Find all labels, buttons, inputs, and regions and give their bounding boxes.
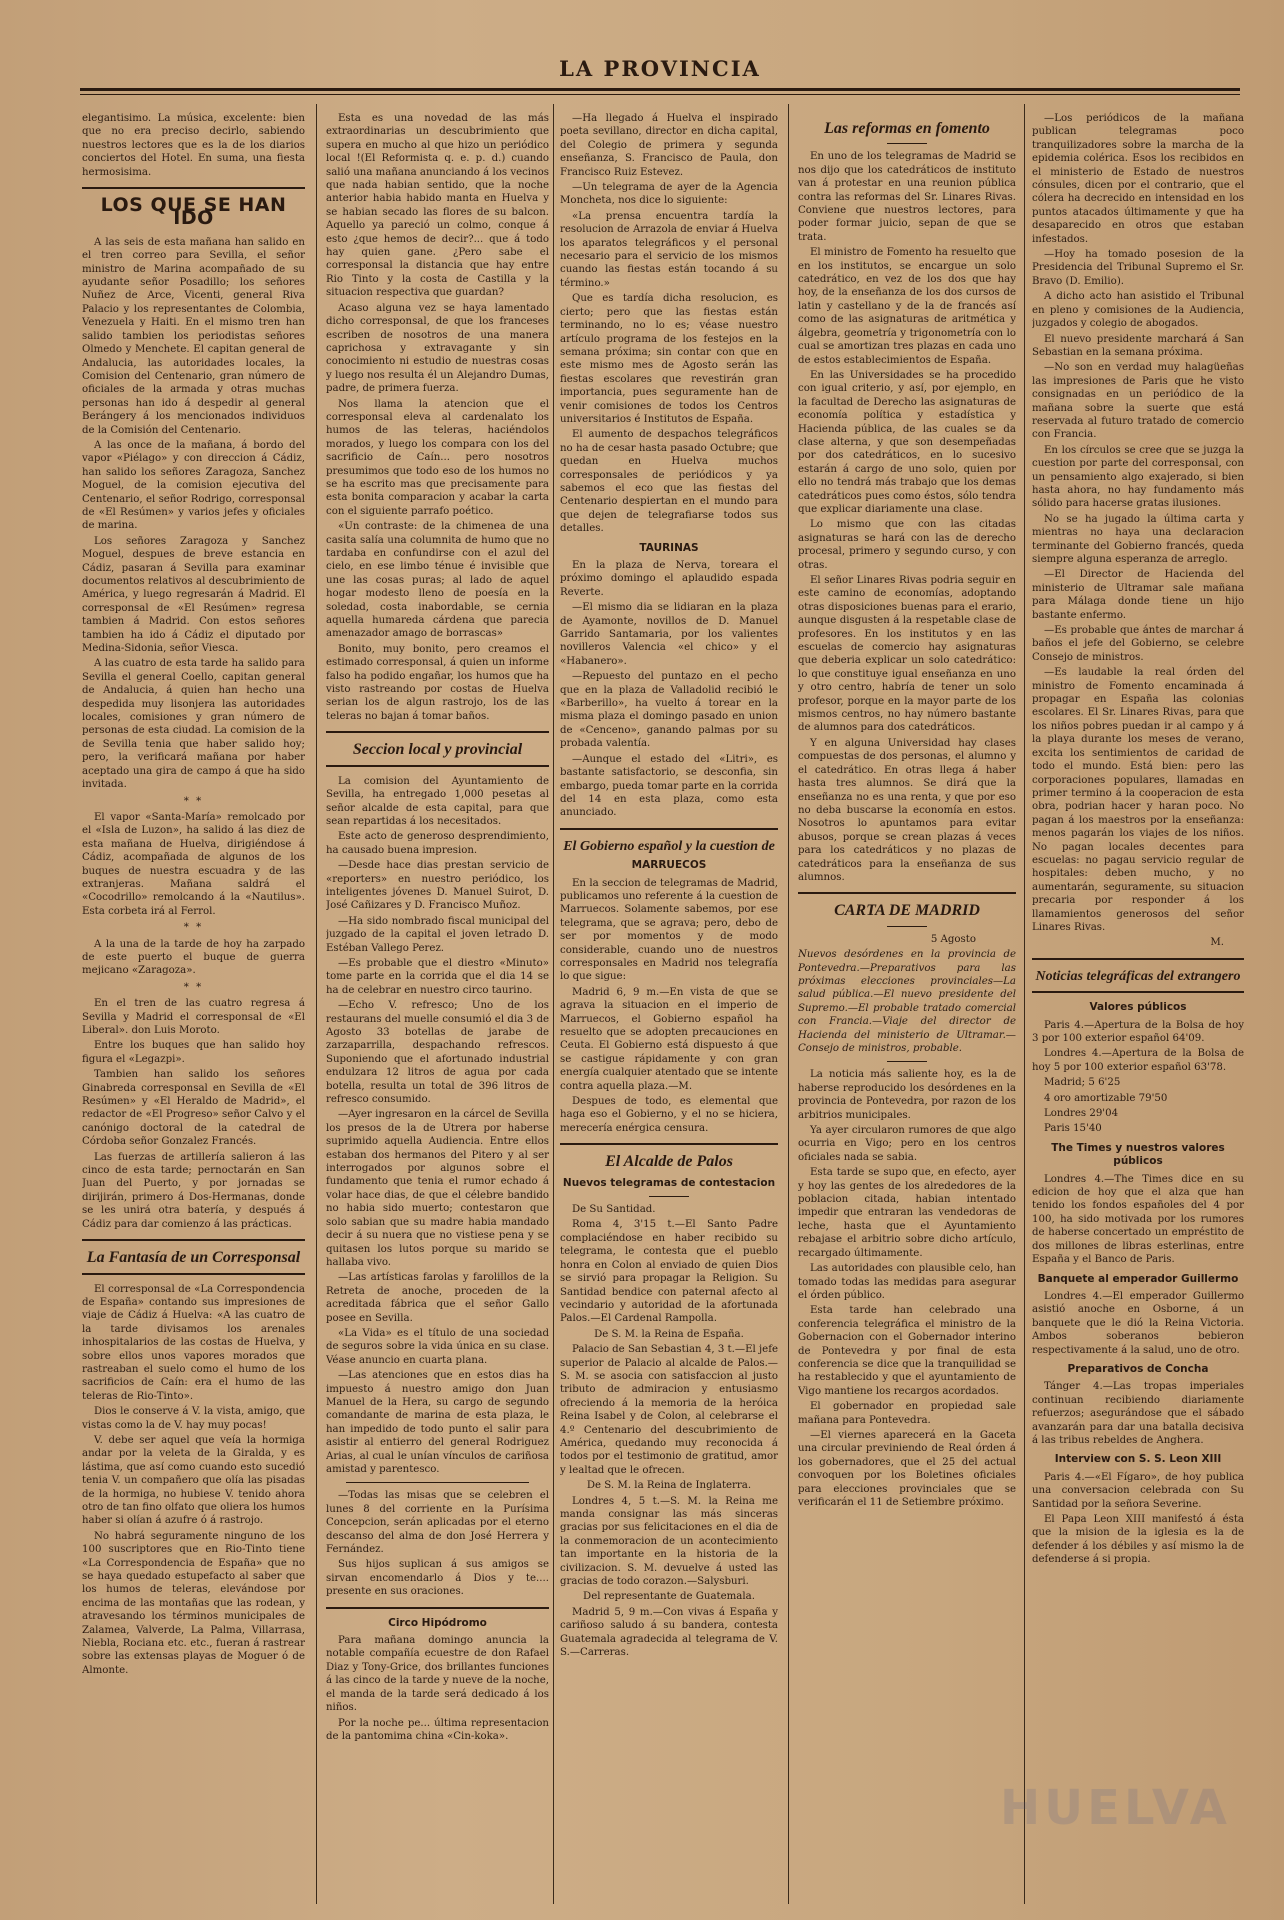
paragraph: El gobernador en propiedad sale mañana para Pontevedra. xyxy=(798,1401,1016,1426)
divider xyxy=(798,892,1016,894)
headline-interview-leon-xiii: Interview con S. S. Leon XIII xyxy=(1054,1453,1222,1466)
paragraph: Bonito, muy bonito, pero creamos el estimado corresponsal, á quien un informe falso ha podido engañar, los humos que ha visto rastreando por costas de Huelva serian los de algun rastrojo, los de las teleras no bajan á tomar baños. xyxy=(326,643,549,722)
paragraph: Las autoridades con plausible celo, han tomado todas las medidas para asegurar el órden público. xyxy=(798,1263,1016,1301)
headline-seccion-local: Seccion local y provincial xyxy=(352,741,523,759)
divider xyxy=(887,1061,927,1062)
paragraph: «La prensa encuentra tardía la resolucion de Arrazola de enviar á Huelva los aparatos telegráficos y el personal necesario para el servicio de los mismos cuando las fiestas están tocando á su término.» xyxy=(560,210,778,289)
paragraph: Paris 4.—Apertura de la Bolsa de hoy 3 por 100 exterior español 64'09. xyxy=(1032,1019,1244,1044)
paragraph: —No son en verdad muy halagüeñas las impresiones de Paris que he visto consignadas en un periódico de la mañana sobre la suerte que está reservada al futuro tratado de comercio con Francia. xyxy=(1032,362,1244,441)
signature: M. xyxy=(1210,937,1224,949)
paragraph: Esta tarde han celebrado una conferencia telegráfica el ministro de la Gobernacion con el Gobernador interino de Pontevedra y por final de esta conferencia se dice que la tranquilidad se ha restablecido y que el ayuntamiento de Vigo mantiene los recargos acordados. xyxy=(798,1305,1016,1397)
paragraph: No se ha jugado la última carta y mientras no haya una declaracion terminante del Gobierno francés, queda siempre alguna esperanza de arreglo. xyxy=(1032,513,1244,565)
headline-marruecos: MARRUECOS xyxy=(631,859,707,872)
asterism: * * xyxy=(183,981,204,993)
paragraph: Paris 4.—«El Fígaro», de hoy publica una conversacion celebrada con Su Santidad por la señora Severine. xyxy=(1032,1471,1244,1510)
paragraph: Despues de todo, es elemental que haga eso el Gobierno, y el no se hiciera, merecería enérgica censura. xyxy=(560,1096,778,1134)
paragraph: Londres 4.—The Times dice en su edicion de hoy que el alza que han tenido los fondos españoles del 4 por 100, ha sido motivada por los rumores de haberse concertado un empréstito de dos millones de libras esterlinas, entre España y el Banco de Paris. xyxy=(1032,1173,1244,1266)
paragraph: —El mismo dia se lidiaran en la plaza de Ayamonte, novillos de D. Manuel Garrido Santamaria, por los valientes novilleros Valencia «el chico» y el «Habanero». xyxy=(560,602,778,667)
headline-valores-publicos: Valores públicos xyxy=(1089,1001,1187,1014)
headline-los-que-se-han-ido: LOS QUE SE HAN IDO xyxy=(100,194,287,230)
paragraph: A la una de la tarde de hoy ha zarpado de este puerto el buque de guerra mejicano «Zaragoza». xyxy=(82,938,305,977)
paragraph: —Ayer ingresaron en la cárcel de Sevilla los presos de la de Utrera por haberse suprimido aquella Audiencia. Entre ellos estaban dos hermanos del Pitero y al ser interrogados por algunos sobre el fundamento que tenia el rumor echado á volar hace dias, de que el célebre bandido no habia sido muerto; contestaron que solo sabian que su madre habia mandado decir á su nuera que no vistiese pena y se quitasen los lutos porque su marido se hallaba vivo. xyxy=(326,1109,549,1268)
paragraph: —Las atenciones que en estos dias ha impuesto á nuestro amigo don Juan Manuel de la Hera, su cargo de segundo comandante de marina de esta plaza, le han impedido de todo punto el salir para asistir al entierro del general Rodriguez Arias, al cual le unían vínculos de cariñosa amistad y parentesco. xyxy=(326,1370,549,1475)
headline-fantasia-corresponsal: La Fantasía de un Corresponsal xyxy=(86,1249,301,1267)
divider xyxy=(560,828,778,830)
paragraph: —Echo V. refresco; Uno de los restaurans del muelle consumió el dia 3 de Agosto 33 botellas de jarabe de zarzaparrilla, despachando refrescos. Suponiendo que el afortunado industrial endulzara 12 litros de agua por cada botella, resulta un total de 396 litros de refresco consumido. xyxy=(326,1000,549,1106)
paragraph: Acaso alguna vez se haya lamentado dicho corresponsal, de que los franceses escriben de nosotros de una manera caprichosa y extravagante y sin conocimiento ni estudio de nuestras cosas y luego nos resulta él un Alejandro Dumas, padre, de primera fuerza. xyxy=(326,302,549,395)
paragraph: —Las artísticas farolas y farolillos de la Retreta de anoche, proceden de la acreditada fábrica que el señor Gallo posee en Sevilla. xyxy=(326,1272,549,1324)
paragraph: Ya ayer circularon rumores de que algo ocurria en Vigo; pero en los centros oficiales nada se sabia. xyxy=(798,1125,1016,1163)
paragraph: De S. M. la Reina de España. xyxy=(594,1328,744,1340)
paragraph: Sus hijos suplican á sus amigos se sirvan encomendarlo á Dios y te.... presente en sus oraciones. xyxy=(326,1559,549,1598)
paragraph: —Es probable que el diestro «Minuto» tome parte en la corrida que el dia 14 se ha de celebrar en nuestro circo taurino. xyxy=(326,957,549,996)
paragraph: En la seccion de telegramas de Madrid, publicamos uno referente á la cuestion de Marruecos. Solamente sabemos, por ese telegrama, que se agrava; pero, debo de ser por momentos y de modo considerable, cuando uno de nuestros corresponsales en Madrid nos telegrafía lo que sigue: xyxy=(560,877,778,983)
paragraph: Madrid; 5 6'25 xyxy=(1044,1077,1121,1089)
divider xyxy=(82,1273,305,1275)
paragraph: —Desde hace dias prestan servicio de «reporters» en nuestro periódico, los inteligentes jóvenes D. Manuel Suirot, D. José Cañizares y D. Francisco Muñoz. xyxy=(326,860,549,912)
headline-carta-madrid: CARTA DE MADRID xyxy=(834,902,980,920)
paragraph: —Es laudable la real órden del ministro de Fomento encaminada á propagar en España las colonias escolares. El Sr. Linares Rivas, para que los niños pobres puedan ir al campo y á la playa durante los meses de verano, excita los sentimientos de caridad de todo el mundo. Está bien: pero las corporaciones populares, llamadas en primer termino á la cooperacion de esta obra, podrian hacer y haran poco. No pagan á los maestros por la enseñanza: menos pagarán los viajes de los niños. No pagan locales decentes para escuelas: no pagau servicio regular de hospitales: deben mucho, y no aumentarán, seguramente, su situacion precaria por responder á los llamamientos generosos del señor Linares Rivas. xyxy=(1032,667,1244,933)
divider xyxy=(82,1239,305,1241)
column-1 xyxy=(82,112,305,1912)
asterism: * * xyxy=(183,922,204,934)
dateline: 5 Agosto xyxy=(930,933,976,945)
paragraph: La comision del Ayuntamiento de Sevilla, ha entregado 1,000 pesetas al señor alcalde de esta capital, para que sean repartidas á los necesitados. xyxy=(326,775,549,827)
headline-noticias-extrangero: Noticias telegráficas del extrangero xyxy=(1035,968,1241,984)
paragraph: El corresponsal de «La Correspondencia de España» contando sus impresiones de viaje de Cádiz á Huelva: «A las cuatro de la tarde divisamos los arenales inhospitalarios de las costas de Huelva, y sobre ellos unos vapores morados que rastreaban el suelo como el humo de los sacrificios de Caín: era el humo de las teleras de Rio-Tinto». xyxy=(82,1283,305,1402)
divider xyxy=(82,187,305,189)
paragraph: El ministro de Fomento ha resuelto que en los institutos, se encargue un solo catedrático, en vez de los dos que hay hoy, de la enseñanza de los dos cursos de latin y castellano y de la de francés así como de las asignaturas de aritmética y álgebra, geometría y trigonometría con lo cual se amortizan tres plazas en cada uno de estos establecimientos de España. xyxy=(798,247,1016,366)
column-3 xyxy=(560,112,778,1912)
top-rule xyxy=(80,88,1240,91)
paragraph: De S. M. la Reina de Inglaterra. xyxy=(586,1480,752,1492)
paragraph: Y en alguna Universidad hay clases compuestas de dos personas, el alumno y el catedrático. En otras llega á haber hasta tres alumnos. Se dirá que la enseñanza no es una renta, y que por eso no deba buscarse la economía en estos. Nosotros lo apuntamos para evitar abusos, porque se crean plazas á veces para los catedráticos y no plazas de catedráticos para la enseñanza de sus alumnos. xyxy=(798,737,1016,883)
paragraph: «La Vida» es el título de una sociedad de seguros sobre la vida única en su clase. Véase anuncio en cuarta plana. xyxy=(326,1327,549,1366)
library-watermark: HUELVA xyxy=(1000,1780,1231,1836)
paragraph: No habrá seguramente ninguno de los 100 suscriptores que en Rio-Tinto tiene «La Correspondencia de España» que no se haya quedado estupefacto al saber que los humos de teleras, elevándose por encima de las montañas que las rodean, y atravesando los términos municipales de Zalamea, Valverde, La Palma, Villarrasa, Niebla, Rociana etc. etc., fueran á rastrear sobre las extensas playas de Moguer ó de Almonte. xyxy=(82,1530,305,1676)
paragraph: Paris 15'40 xyxy=(1044,1123,1102,1135)
paragraph: En la plaza de Nerva, toreara el próximo domingo el aplaudido espada Reverte. xyxy=(560,560,778,598)
divider xyxy=(560,1143,778,1145)
paragraph: Madrid 6, 9 m.—En vista de que se agrava la situacion en el imperio de Marruecos, el Gobierno español ha resuelto que se adopten precauciones en Ceuta. El Gobierno está dispuesto á que se castigue rápidamente y con gran energía cualquier atentado que se intente contra aquella plaza.—M. xyxy=(560,986,778,1092)
column-separator xyxy=(1024,104,1025,1904)
paragraph: —Todas las misas que se celebren el lunes 8 del corriente en la Purísima Concepcion, serán aplicadas por el eterno descanso del alma de don José Herrera y Fernández. xyxy=(326,1490,549,1556)
paragraph: El nuevo presidente marchará á San Sebastian en la semana próxima. xyxy=(1032,333,1244,358)
paragraph: Este acto de generoso desprendimiento, ha causado buena impresion. xyxy=(326,831,549,856)
paragraph: Palacio de San Sebastian 4, 3 t.—El jefe superior de Palacio al alcalde de Palos.—S. M. se asocia con satisfaccion al justo tributo de admiracion y entusiasmo ofreciendo á la memoria de la heróica Reina Isabel y de Colon, al celebrarse el 4.º Centenario del descubrimiento de América, quedando muy reconocida á todos por el testimonio de gratitud, amor y lealtad que le ofrecen. xyxy=(560,1344,778,1476)
divider xyxy=(326,731,549,733)
paragraph: —El Director de Hacienda del ministerio de Ultramar sale mañana para Málaga donde tiene un hijo bastante enfermo. xyxy=(1032,569,1244,621)
paragraph: Entre los buques que han salido hoy figura el «Legazpi». xyxy=(82,1040,305,1065)
paragraph: Que es tardía dicha resolucion, es cierto; pero que las fiestas están terminando, no lo es; véase nuestro artículo programa de los festejos en la semana próxima; sin contar con que en este mismo mes de Agosto serán las fiestas escolares que revestirán gran importancia, pues seguramente han de venir comisiones de todos los Centros universitarios é Institutos de España. xyxy=(560,293,778,425)
paragraph: En los círculos se cree que se juzga la cuestion por parte del corresponsal, con un pensamiento algo exajerado, si bien hasta ahora, no hay fundamento más sólido para hacerse gratas ilusiones. xyxy=(1032,444,1244,510)
paragraph: Nos llama la atencion que el corresponsal eleva al cardenalato los humos de las teleras, haciéndolos morados, y luego los compara con los del sacrificio de Caín... pero nosotros presumimos que todo eso de los humos no se ha escrito mas que precisamente para esta bonita comparacion y acabar la carta con el siguiente parrafo poético. xyxy=(326,398,549,517)
column-separator xyxy=(316,104,317,1904)
divider xyxy=(326,1607,549,1609)
headline-preparativos-concha: Preparativos de Concha xyxy=(1067,1362,1209,1375)
paragraph: Esta es una novedad de las más extraordinarias un descubrimiento que supera en mucho al que hizo un periódico local !(El Reformista q. e. p. d.) cuando salió una mañana anunciando á los vecinos que nada habian sentido, que la noche anterior habia habido manta en Huelva y se habian secado las flores de su balcon. Aquello ya pareció un colmo, conque á esto ¿que hemos de decir?... que á todo hay quien gane. ¿Pero sabe el corresponsal la distancia que hay entre Rio Tinto y la costa de Castilla y la situacion respectiva que guardan? xyxy=(326,113,549,299)
paragraph: Londres 4, 5 t.—S. M. la Reina me manda consignar las más sinceras gracias por sus felicitaciones en el dia de la conmemoracion de un acontecimiento tan importante en la historia de la civilizacion. S. M. devuelve á usted las gracias de todo corazon.—Salysburi. xyxy=(560,1495,778,1588)
paragraph: De Su Santidad. xyxy=(572,1204,656,1216)
paragraph: —Ha llegado á Huelva el inspirado poeta sevillano, director en dicha capital, del Colegio de primera y segunda enseñanza, S. Francisco de Paula, don Francisco Ruiz Estevez. xyxy=(560,113,778,178)
top-rule-thin xyxy=(80,94,1240,95)
masthead: LA PROVINCIA xyxy=(559,56,761,81)
column-5 xyxy=(1032,112,1244,1912)
headline-reformas-fomento: Las reformas en fomento xyxy=(824,120,990,137)
paragraph: Londres 4.—El emperador Guillermo asistió anoche en Osborne, á un banquete que le dió la Reina Victoria. Ambos soberanos bebieron respectivamente á la salud, uno de otro. xyxy=(1032,1290,1244,1356)
paragraph: A las seis de esta mañana han salido en el tren correo para Sevilla, el señor ministro de Marina acompañado de su ayudante señor Posadillo; los señores Nuñez de Arce, Vicenti, general Riva Palacio y los representantes de Colombia, Venezuela y Haiti. En el mismo tren han salido tambien los periodistas señores Olmedo y Menchete. El capitan general de Andalucia, las autoridades locales, la Comision del Centenario, gran número de oficiales de la armada y otras muchas personas han ido á despedir al general Berángery á los mencionados individuos de la Comisión del Centenario. xyxy=(82,236,305,436)
paragraph: Lo mismo que con las citadas asignaturas se hará con las de derecho procesal, primero y segundo curso, y con otras. xyxy=(798,519,1016,571)
headline-circo-hipodromo: Circo Hipódromo xyxy=(388,1616,487,1629)
paragraph: —Aunque el estado del «Litri», es bastante satisfactorio, se desconfia, sin embargo, pueda tomar parte en la corrida del 14 en esta plaza, como esta anunciado. xyxy=(560,753,778,819)
paragraph: —Repuesto del puntazo en el pecho que en la plaza de Valladolid recibió le «Barberillo», ha vuelto á torear en la misma plaza el domingo pasado en union de «Cenceno», ganando palmas por su probada valentía. xyxy=(560,671,778,750)
subheadline-telegramas: Nuevos telegramas de contestacion xyxy=(562,1176,776,1189)
divider xyxy=(887,143,927,144)
paragraph: Tambien han salido los señores Ginabreda corresponsal en Sevilla de «El Resúmen» y «El Heraldo de Madrid», el redactor de «El Progreso» señor Calvo y el canónigo doctoral de la catedral de Córdoba señor Gonzalez Francés. xyxy=(82,1069,305,1148)
paragraph: —Un telegrama de ayer de la Agencia Moncheta, nos dice lo siguiente: xyxy=(560,182,778,207)
divider xyxy=(346,1482,529,1483)
column-separator xyxy=(788,104,789,1904)
paragraph: V. debe ser aquel que veía la hormiga andar por la veleta de la Giralda, y es lástima, que así como cuando esto sucedió tenia V. un compañero que olía las pisadas de la hormiga, no hubiese V. tenido ahora otro de tan fino olfato que oliera los humos haber si olían á azufre ó á rastrojo. xyxy=(82,1434,305,1527)
paragraph: 4 oro amortizable 79'50 xyxy=(1044,1092,1168,1104)
paragraph: Por la noche pe... última representacion de la pantomima china «Cin-koka». xyxy=(326,1717,549,1742)
paragraph: —Ha sido nombrado fiscal municipal del juzgado de la capital el joven letrado D. Estéban Vallego Perez. xyxy=(326,915,549,954)
headline-banquete-guillermo: Banquete al emperador Guillermo xyxy=(1037,1272,1239,1285)
paragraph: Del representante de Guatemala. xyxy=(583,1591,755,1603)
paragraph: El señor Linares Rivas podria seguir en este camino de economías, adoptando otras disposiciones buenas para el erario, aunque disgusten á la respetable clase de profesores. En los institutos y en las escuelas de comercio hay asignaturas que deberia explicar un solo catedrático: lo que constituye igual enseñanza en uno y otro centro, habría de tener un solo profesor, porque en la mayor parte de los mismos centros, no hay número bastante de alumnos para dos catedráticos. xyxy=(798,575,1016,734)
paragraph: Para mañana domingo anuncia la notable compañía ecuestre de don Rafael Diaz y Tony-Grice, dos brillantes funciones á las cinco de la tarde y nueve de la noche, el manda de la tarde será dedicado á los niños. xyxy=(326,1635,549,1714)
divider xyxy=(649,1196,689,1197)
paragraph: A las once de la mañana, á bordo del vapor «Piélago» y con direccion á Cádiz, han salido los señores Zaragoza, Sanchez Moguel, de la comision ejecutiva del Centenario, el señor Rodrigo, corresponsal de «El Resúmen» y varios jefes y oficiales de marina. xyxy=(82,439,305,532)
paragraph: En el tren de las cuatro regresa á Sevilla y Madrid el corresponsal de «El Liberal». don Luis Moroto. xyxy=(82,998,305,1036)
paragraph: —Los periódicos de la mañana publican telegramas poco tranquilizadores sobre la marcha de la epidemia colérica. Esos los recibidos en el ministerio de Estado de nuestros cónsules, dicen por el contrario, que el cólera ha decrecido en intensidad en los puntos atacados últimamente y que ha desaparecido en otros que estaban infestados. xyxy=(1032,113,1244,245)
paragraph: elegantisimo. La música, excelente: bien que no era preciso decirlo, sabiendo nuestros lectores que es la de los diarios conciertos del Hotel. En suma, una fiesta hermosisima. xyxy=(82,113,305,178)
paragraph: «Un contraste: de la chimenea de una casita salía una columnita de humo que no tardaba en confundirse con el azul del cielo, en ese limbo ténue é invisible que une las cosas puras; al lado de aquel hogar modesto lleno de poesía en la soledad, costa inabordable, se cernia aquella humareda cárdena que parecia amenazador amago de borrascas» xyxy=(326,521,549,640)
divider xyxy=(326,765,549,767)
headline-alcalde-palos: El Alcalde de Palos xyxy=(605,1153,733,1171)
paragraph: Tánger 4.—Las tropas imperiales continuan recibiendo diariamente refuerzos; asegurándose que el sábado avanzarán para dar una batalla decisiva á las tribus rebeldes de Anghera. xyxy=(1032,1381,1244,1446)
paragraph: Londres 4.—Apertura de la Bolsa de hoy 5 por 100 exterior español 63'78. xyxy=(1032,1048,1244,1073)
divider xyxy=(1032,991,1244,993)
paragraph: Las fuerzas de artillería salieron á las cinco de esta tarde; pernoctarán en San Juan del Puerto, y por jornadas se dirijirán, primero á Dos-Hermanas, donde se les unirá otra batería, y después á Cádiz para dar comienzo á las prácticas. xyxy=(82,1151,305,1230)
paragraph: Dios le conserve á V. la vista, amigo, que vistas como la de V. hay muy pocas! xyxy=(82,1406,305,1431)
paragraph: En las Universidades se ha procedido con igual criterio, y así, por ejemplo, en la facultad de Derecho las asignaturas de economía política y estadística y Hacienda pública, de las cuales se da clase alterna, y que son desempeñadas por dos catedráticos, en lo sucesivo estarán á cargo de uno solo, quien por ello no tendrá más trabajo que los demas catedráticos pues como éstos, sólo tendra que explicar diariamente una clase. xyxy=(798,369,1016,515)
paragraph: —Es probable que ántes de marchar á baños el jefe del Gobierno, se celebre Consejo de ministros. xyxy=(1032,625,1244,663)
paragraph: En uno de los telegramas de Madrid se nos dijo que los catedráticos de instituto van á protestar en una reunion pública contra las reformas del Sr. Linares Rivas. Conviene que nuestros lectores, para poder formar juicio, sepan de que se trata. xyxy=(798,151,1016,243)
column-2 xyxy=(326,112,549,1912)
divider xyxy=(1032,958,1244,960)
headline-gobierno-espanol: El Gobierno español y la cuestion de xyxy=(563,838,775,854)
paragraph: Madrid 5, 9 m.—Con vivas á España y cariñoso saludo á su bandera, contesta Guatemala agradecida al telegrama de V. S.—Carreras. xyxy=(560,1606,778,1659)
paragraph: Los señores Zaragoza y Sanchez Moguel, despues de breve estancia en Cádiz, pasaran á Sevilla para examinar documentos relativos al descubrimiento de América, y luego regresarán á Madrid. El corresponsal de «El Resúmen» regresa tambien á Madrid. Con estos señores tambien ha ido á Cádiz el diputado por Medina-Sidonia, señor Viesca. xyxy=(82,535,305,655)
paragraph: La noticia más saliente hoy, es la de haberse reproducido los desórdenes en la provincia de Pontevedra, por razon de los arbitrios municipales. xyxy=(798,1069,1016,1121)
asterism: * * xyxy=(183,795,204,807)
paragraph: Londres 29'04 xyxy=(1044,1108,1119,1120)
paragraph: —El viernes aparecerá en la Gaceta una circular previniendo de Real órden á los gobernadores, que el 25 del actual convoquen por los Boletines oficiales para elecciones provinciales que se verificarán el 11 de Setiembre próximo. xyxy=(798,1429,1016,1508)
paragraph: A las cuatro de esta tarde ha salido para Sevilla el general Coello, capitan general de Andalucia, á quien han hecho una despedida muy lisonjera las autoridades locales, comisiones y gran número de personas de esta ciudad. La comision de la de Sevilla tenia que haber salido hoy; pero, la verificará mañana por haber aceptado una gira de campo á que ha sido invitada. xyxy=(82,658,305,791)
headline-the-times: The Times y nuestros valores públicos xyxy=(1051,1141,1225,1168)
divider xyxy=(887,926,927,927)
paragraph: El aumento de despachos telegráficos no ha de cesar hasta pasado Octubre; que quedan en Huelva muchos corresponsales de periódicos y ya sabemos el eco que las fiestas del Centenario despiertan en el mundo para que dejen de telegrafiarse todos sus detalles. xyxy=(560,429,778,535)
paragraph: —Hoy ha tomado posesion de la Presidencia del Tribunal Supremo el Sr. Bravo (D. Emilio). xyxy=(1032,249,1244,287)
paragraph: El Papa Leon XIII manifestó á ésta que la mision de la iglesia es la de defender á los débiles y así mismo la de defenderse á si propia. xyxy=(1032,1514,1244,1566)
paragraph: Esta tarde se supo que, en efecto, ayer y hoy las gentes de los alrededores de la poblacion citada, habian intentado impedir que entraran las vendedoras de leche, hasta que el Ayuntamiento rebajase el arbitrio sobre dicho artículo, recargado últimamente. xyxy=(798,1167,1016,1259)
summary: Nuevos desórdenes en la provincia de Pontevedra.—Preparativos para las próximas elecciones provinciales—La salud pública.—El nuevo presidente del Supremo.—El probable tratado comercial con Francia.—Viaje del director de Hacienda del ministerio de Ultramar.—Consejo de ministros, probable. xyxy=(798,949,1016,1054)
column-4 xyxy=(798,112,1016,1912)
headline-taurinas: TAURINAS xyxy=(639,541,699,554)
paragraph: El vapor «Santa-María» remolcado por el «Isla de Luzon», ha salido á las diez de esta mañana de Huelva, dirigiéndose á Cádiz, acompañada de algunos de los buques de nuestra escuadra y de las extranjeras. Mañana saldrá el «Cocodrillo» remolcando á la «Nautilus». Esta corbeta irá al Ferrol. xyxy=(82,811,305,917)
paragraph: A dicho acto han asistido el Tribunal en pleno y comisiones de la Audiencia, juzgados y colegio de abogados. xyxy=(1032,291,1244,330)
column-separator xyxy=(553,104,554,1904)
paragraph: Roma 4, 3'15 t.—El Santo Padre complaciéndose en haber recibido su telegrama, le contesta que el pueblo honra en Colon al enviado de quien Dios se sirvió para propagar la Religion. Su Santidad bendice con paternal afecto al vecindario y autoridad de la afortunada Palos.—El Cardenal Rampolla. xyxy=(560,1219,778,1325)
